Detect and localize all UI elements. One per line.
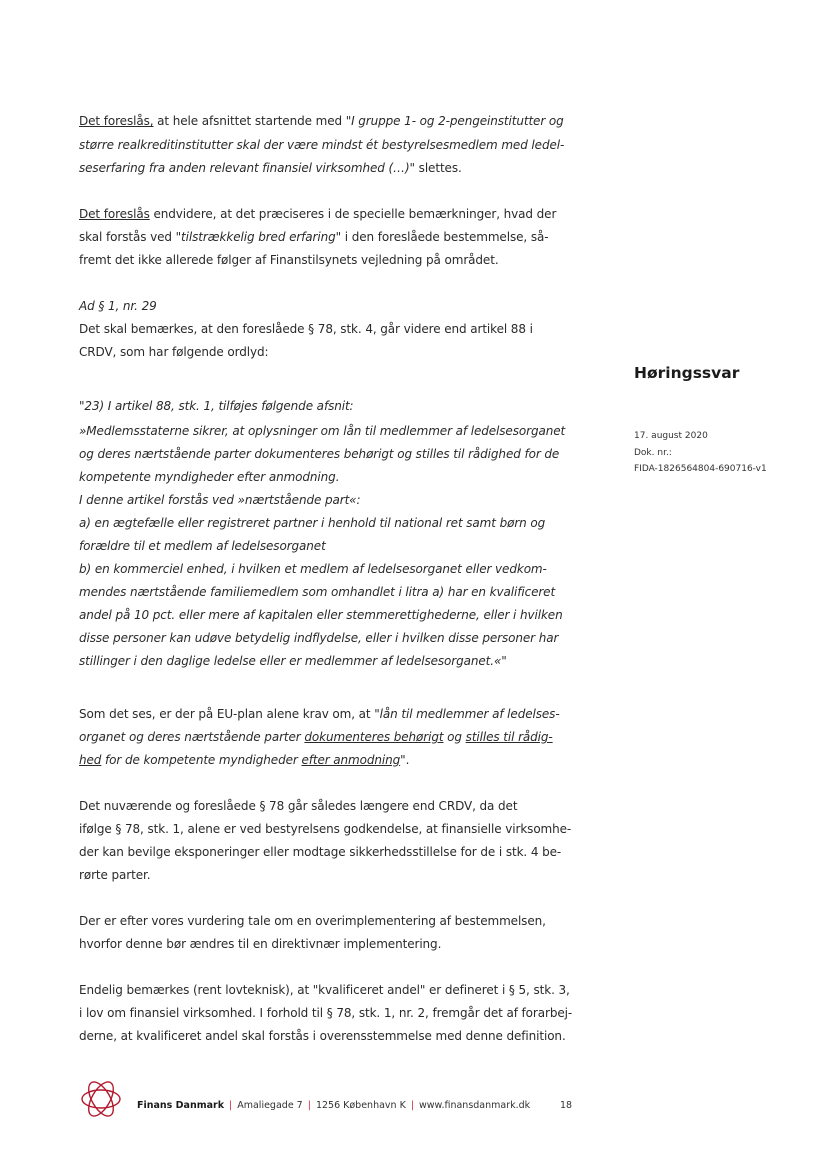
p3-line-2: CRDV, som har følgende ordlyd:: [79, 345, 269, 359]
quote-line-4: kompetente myndigheder efter anmodning.: [79, 470, 340, 484]
footer-city: 1256 København K: [315, 1100, 406, 1111]
document-number-label: Dok. nr.:: [634, 448, 672, 458]
document-date: 17. august 2020: [634, 431, 708, 441]
finans-danmark-logo-icon: [78, 1076, 124, 1122]
p5-line-2: ifølge § 78, stk. 1, alene er ved bestyrelsens godkendelse, at finansielle virksomhe-: [79, 822, 572, 836]
p3-line-1: Det skal bemærkes, at den foreslåede § 78, stk. 4, går videre end artikel 88 i: [79, 322, 533, 336]
p1-line-2: større realkreditinstitutter skal der være mindst ét bestyrelsesmedlem med ledel-: [79, 138, 565, 152]
footer-street: Amaliegade 7: [237, 1100, 303, 1111]
quote-line-1: "23) I artikel 88, stk. 1, tilføjes følgende afsnit:: [79, 399, 354, 413]
p4-line-3: hed for de kompetente myndigheder efter anmodning".: [79, 753, 410, 767]
footer-website[interactable]: www.finansdanmark.dk: [419, 1100, 531, 1111]
quote-line-2: »Medlemsstaterne sikrer, at oplysninger om lån til medlemmer af ledelsesorganet: [79, 424, 566, 438]
p2-line-3: fremt det ikke allerede følger af Finanstilsynets vejledning på området.: [79, 253, 499, 267]
p5-line-3: der kan bevilge eksponeringer eller modtage sikkerhedsstillelse for de i stk. 4 be-: [79, 845, 562, 859]
p4-line-1: Som det ses, er der på EU-plan alene krav om, at "lån til medlemmer af ledelses-: [79, 707, 560, 721]
quote-line-6: a) en ægtefælle eller registreret partner i henhold til national ret samt børn og: [79, 516, 546, 530]
p2-line-1: Det foreslås endvidere, at det præciseres i de specielle bemærkninger, hvad der: [79, 207, 557, 221]
quote-line-5: I denne artikel forstås ved »nærtstående part«:: [79, 493, 361, 507]
document-type-title: Høringssvar: [634, 364, 740, 382]
section-heading: Ad § 1, nr. 29: [79, 299, 157, 313]
quote-line-10: andel på 10 pct. eller mere af kapitalen eller stemmerettighederne, eller i hvilken: [79, 608, 563, 622]
p5-line-4: rørte parter.: [79, 868, 151, 882]
p7-line-1: Endelig bemærkes (rent lovteknisk), at "kvalificeret andel" er defineret i § 5, stk. 3,: [79, 983, 570, 997]
quote-line-12: stillinger i den daglige ledelse eller er medlemmer af ledelsesorganet.«": [79, 654, 507, 668]
page-number: 18: [560, 1100, 573, 1111]
p7-line-2: i lov om finansiel virksomhed. I forhold til § 78, stk. 1, nr. 2, fremgår det af forarbej-: [79, 1006, 573, 1020]
p6-line-2: hvorfor denne bør ændres til en direktivnær implementering.: [79, 937, 442, 951]
quote-line-7: forældre til et medlem af ledelsesorganet: [79, 539, 326, 553]
p1-line-3: seserfaring fra anden relevant finansiel virksomhed (…)" slettes.: [79, 161, 462, 175]
p7-line-3: derne, at kvalificeret andel skal forstås i overensstemmelse med denne definition.: [79, 1029, 566, 1043]
footer-address: Finans Danmark | Amaliegade 7 | 1256 København K | www.finansdanmark.dk: [137, 1100, 531, 1111]
quote-line-3: og deres nærtstående parter dokumenteres behørigt og stilles til rådighed for de: [79, 447, 560, 461]
p1-line-1: Det foreslås, at hele afsnittet startende med "I gruppe 1- og 2-pengeinstitutter og: [79, 114, 564, 128]
quote-line-9: mendes nærtstående familiemedlem som omhandlet i litra a) har en kvalificeret: [79, 585, 556, 599]
document-number: FIDA-1826564804-690716-v1: [634, 464, 767, 474]
quote-line-11: disse personer kan udøve betydelig indflydelse, eller i hvilken disse personer har: [79, 631, 559, 645]
p5-line-1: Det nuværende og foreslåede § 78 går således længere end CRDV, da det: [79, 799, 518, 813]
p4-line-2: organet og deres nærtstående parter dokumenteres behørigt og stilles til rådig-: [79, 730, 553, 744]
footer-organization: Finans Danmark: [137, 1100, 225, 1111]
p2-line-2: skal forstås ved "tilstrækkelig bred erfaring" i den foreslåede bestemmelse, så-: [79, 230, 549, 244]
quote-line-8: b) en kommerciel enhed, i hvilken et medlem af ledelsesorganet eller vedkom-: [79, 562, 547, 576]
p6-line-1: Der er efter vores vurdering tale om en overimplementering af bestemmelsen,: [79, 914, 546, 928]
